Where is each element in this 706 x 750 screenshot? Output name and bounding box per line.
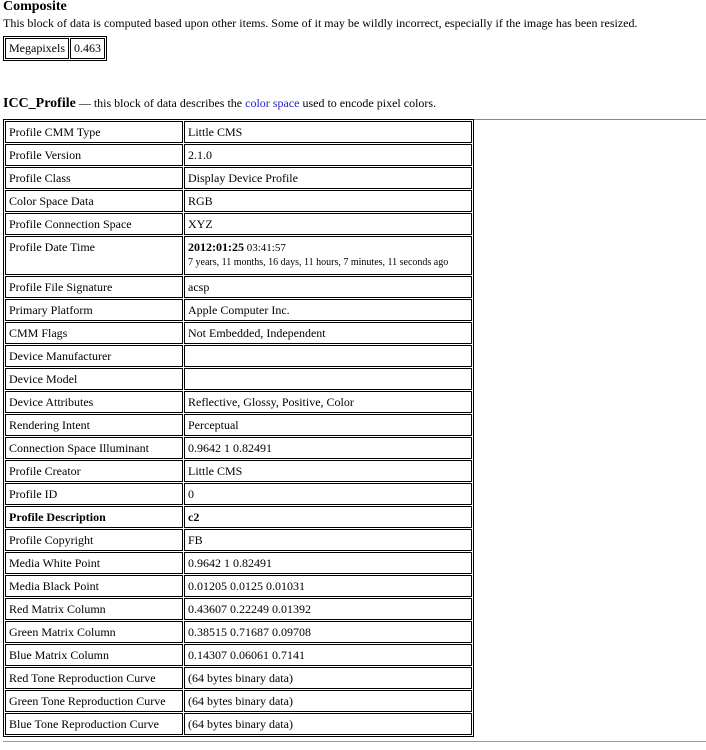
table-row xyxy=(5,483,472,505)
row-value: 2.1.0 xyxy=(184,144,472,166)
table-row xyxy=(5,368,472,390)
table-row xyxy=(5,144,472,166)
table-row xyxy=(5,322,472,344)
row-key: Blue Tone Reproduction Curve xyxy=(5,713,183,735)
icc-desc-suffix: used to encode pixel colors. xyxy=(299,96,437,110)
row-value: Apple Computer Inc. xyxy=(184,299,472,321)
row-key: Device Manufacturer xyxy=(5,345,183,367)
row-key: Profile Copyright xyxy=(5,529,183,551)
table-row xyxy=(5,276,472,298)
row-key: Blue Matrix Column xyxy=(5,644,183,666)
profile-date-time-value xyxy=(184,236,472,275)
row-key: Profile File Signature xyxy=(5,276,183,298)
row-key: Device Model xyxy=(5,368,183,390)
row-key: Profile Connection Space xyxy=(5,213,183,235)
table-row xyxy=(5,552,472,574)
table-row xyxy=(5,621,472,643)
row-key: Profile Creator xyxy=(5,460,183,482)
row-key: Profile CMM Type xyxy=(5,121,183,143)
table-row xyxy=(5,299,472,321)
table-row xyxy=(5,575,472,597)
row-key: Rendering Intent xyxy=(5,414,183,436)
row-value: FB xyxy=(184,529,472,551)
row-key: Primary Platform xyxy=(5,299,183,321)
megapixels-value: 0.463 xyxy=(70,38,105,59)
profile-time: 03:41:57 xyxy=(244,242,286,254)
composite-title: Composite xyxy=(3,0,67,14)
color-space-link[interactable]: color space xyxy=(245,96,300,110)
row-value: Little CMS xyxy=(184,460,472,482)
table-row xyxy=(5,414,472,436)
row-value: Display Device Profile xyxy=(184,167,472,189)
table-row xyxy=(5,236,472,275)
row-key: Profile Date Time xyxy=(5,236,183,275)
icc-desc-prefix: — this block of data describes the xyxy=(75,96,246,110)
row-value: c2 xyxy=(184,506,472,528)
row-value: acsp xyxy=(184,276,472,298)
row-value: XYZ xyxy=(184,213,472,235)
profile-relative-time: 7 years, 11 months, 16 days, 11 hours, 7 minutes, 11 seconds ago xyxy=(188,257,449,268)
row-value: Reflective, Glossy, Positive, Color xyxy=(184,391,472,413)
profile-date: 2012:01:25 xyxy=(188,240,244,254)
icc-title: ICC_Profile xyxy=(3,96,76,111)
row-key: Red Matrix Column xyxy=(5,598,183,620)
table-row xyxy=(5,506,472,528)
row-key: Connection Space Illuminant xyxy=(5,437,183,459)
row-value: 0.9642 1 0.82491 xyxy=(184,552,472,574)
row-value: 0 xyxy=(184,483,472,505)
table-row xyxy=(5,667,472,689)
table-row xyxy=(5,391,472,413)
table-row xyxy=(5,437,472,459)
table-row xyxy=(5,598,472,620)
table-row xyxy=(5,213,472,235)
row-key: Red Tone Reproduction Curve xyxy=(5,667,183,689)
table-row xyxy=(5,38,105,59)
row-key: CMM Flags xyxy=(5,322,183,344)
table-row xyxy=(5,690,472,712)
row-value: Perceptual xyxy=(184,414,472,436)
table-row xyxy=(5,190,472,212)
row-key: Profile Version xyxy=(5,144,183,166)
row-value: Little CMS xyxy=(184,121,472,143)
row-key: Profile Description xyxy=(5,506,183,528)
row-key: Profile Class xyxy=(5,167,183,189)
table-row xyxy=(5,121,472,143)
row-value xyxy=(184,368,472,390)
composite-description: This block of data is computed based upon other items. Some of it may be wildly incorrect, especially if the image has been resized. xyxy=(3,16,638,30)
row-value: Not Embedded, Independent xyxy=(184,322,472,344)
row-value: 0.01205 0.0125 0.01031 xyxy=(184,575,472,597)
row-key: Green Matrix Column xyxy=(5,621,183,643)
table-row xyxy=(5,644,472,666)
row-key: Profile ID xyxy=(5,483,183,505)
row-value: 0.43607 0.22249 0.01392 xyxy=(184,598,472,620)
row-key: Device Attributes xyxy=(5,391,183,413)
table-row xyxy=(5,529,472,551)
divider xyxy=(3,741,706,742)
row-key: Media White Point xyxy=(5,552,183,574)
table-row xyxy=(5,167,472,189)
table-row xyxy=(5,345,472,367)
row-value: 0.9642 1 0.82491 xyxy=(184,437,472,459)
divider xyxy=(473,119,706,120)
row-key: Color Space Data xyxy=(5,190,183,212)
row-value: (64 bytes binary data) xyxy=(184,690,472,712)
row-value: 0.14307 0.06061 0.7141 xyxy=(184,644,472,666)
icc-header xyxy=(3,95,436,112)
row-value: (64 bytes binary data) xyxy=(184,667,472,689)
row-value: (64 bytes binary data) xyxy=(184,713,472,735)
row-key: Green Tone Reproduction Curve xyxy=(5,690,183,712)
megapixels-label: Megapixels xyxy=(5,38,69,59)
icc-profile-table xyxy=(3,119,474,737)
row-key: Media Black Point xyxy=(5,575,183,597)
table-row xyxy=(5,713,472,735)
table-row xyxy=(5,460,472,482)
row-value xyxy=(184,345,472,367)
row-value: 0.38515 0.71687 0.09708 xyxy=(184,621,472,643)
megapixels-table xyxy=(3,36,107,61)
row-value: RGB xyxy=(184,190,472,212)
